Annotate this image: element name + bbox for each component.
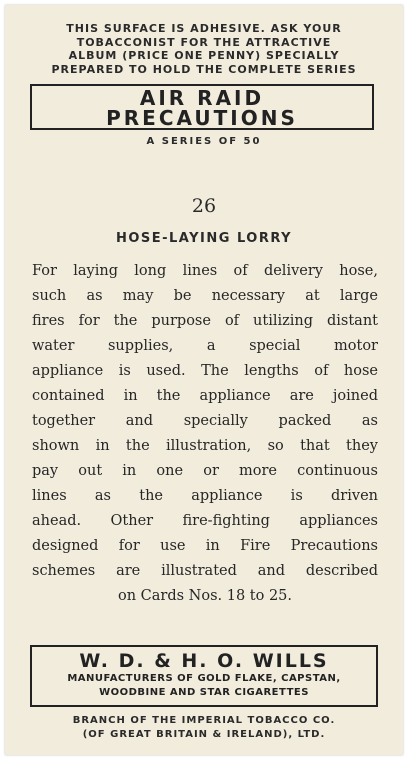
series-title-box	[30, 84, 374, 130]
manufacturer-products-line2: WOODBINE AND STAR CIGARETTES	[99, 687, 309, 698]
description-line: together and specially packed as	[32, 413, 378, 429]
adhesive-line: THIS SURFACE IS ADHESIVE. ASK YOUR	[66, 22, 342, 35]
series-title-line2: PRECAUTIONS	[106, 106, 298, 130]
branch-footer	[5, 714, 403, 742]
branch-line1: BRANCH OF THE IMPERIAL TOBACCO CO.	[72, 715, 336, 726]
description-line: water supplies, a special motor	[32, 338, 378, 354]
description-line: lines as the appliance is driven	[32, 488, 378, 504]
adhesive-line: ALBUM (PRICE ONE PENNY) SPECIALLY	[68, 49, 340, 62]
description-line: For laying long lines of delivery hose,	[32, 263, 378, 279]
description-line: such as may be necessary at large	[32, 288, 378, 304]
card-number: 26	[191, 195, 217, 217]
adhesive-notice	[5, 22, 403, 76]
description-line: designed for use in Fire Precautions	[32, 538, 378, 554]
card-description	[32, 259, 378, 609]
manufacturer-products-line1: MANUFACTURERS OF GOLD FLAKE, CAPSTAN,	[67, 673, 341, 684]
series-title-line1: AIR RAID	[139, 86, 265, 110]
manufacturer-box	[30, 645, 378, 707]
description-line: appliance is used. The lengths of hose	[32, 363, 378, 379]
description-line: on Cards Nos. 18 to 25.	[117, 588, 293, 604]
description-line: contained in the appliance are joined	[32, 388, 378, 404]
card-heading: HOSE-LAYING LORRY	[115, 231, 293, 246]
adhesive-line: PREPARED TO HOLD THE COMPLETE SERIES	[51, 62, 357, 76]
series-count: A SERIES OF 50	[146, 136, 262, 147]
description-line: shown in the illustration, so that they	[32, 438, 378, 454]
cigarette-card-back	[5, 5, 403, 755]
description-line: pay out in one or more continuous	[32, 463, 378, 479]
description-line: schemes are illustrated and described	[32, 563, 378, 579]
branch-line2: (OF GREAT BRITAIN & IRELAND), LTD.	[82, 729, 326, 740]
manufacturer-name: W. D. & H. O. WILLS	[79, 650, 329, 672]
description-line: fires for the purpose of utilizing distant	[32, 313, 378, 329]
description-line: ahead. Other fire-fighting appliances	[32, 513, 378, 529]
adhesive-line: TOBACCONIST FOR THE ATTRACTIVE	[76, 35, 332, 49]
